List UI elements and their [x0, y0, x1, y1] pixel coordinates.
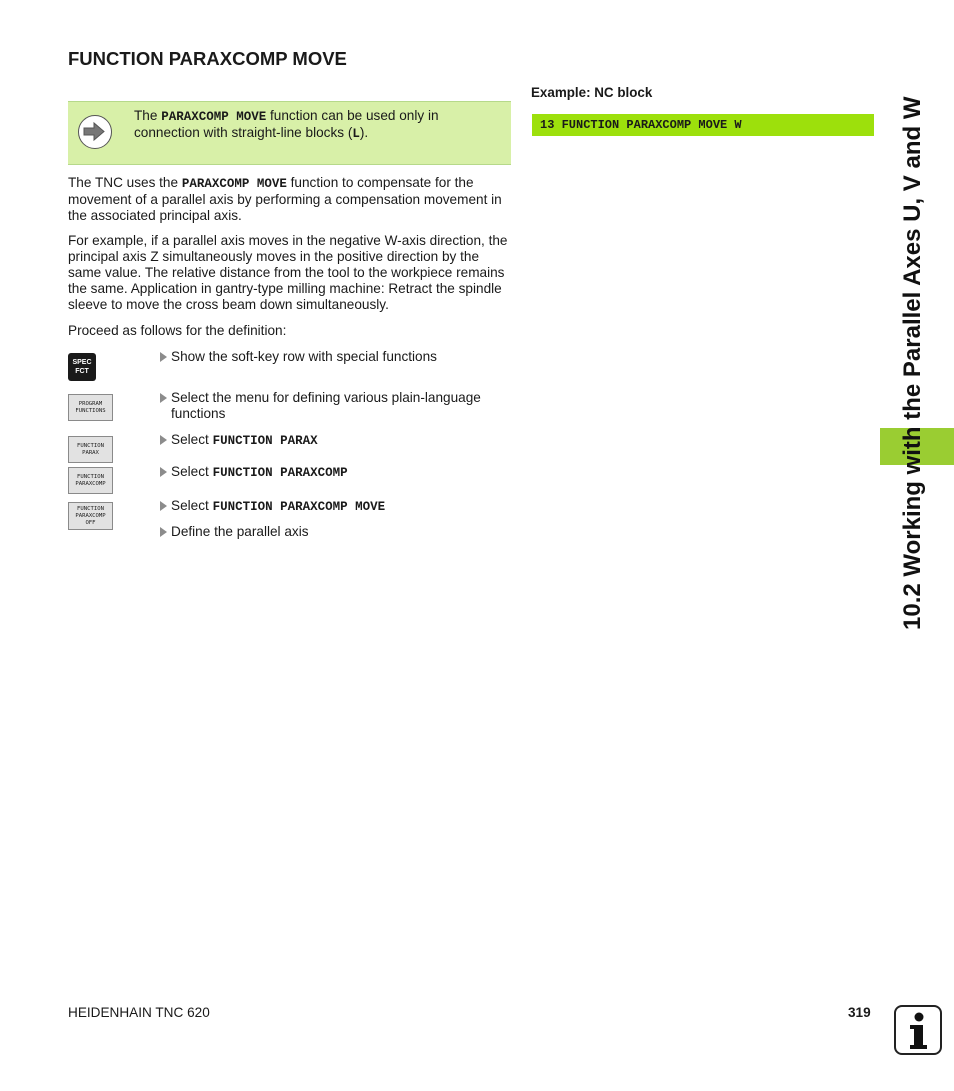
softkey-label: FUNCTION: [77, 442, 104, 449]
function-parax-softkey[interactable]: [68, 436, 113, 463]
function-paraxcomp-move-softkey[interactable]: [68, 502, 113, 530]
step-2: Select the menu for defining various plain-language functions: [160, 390, 521, 422]
step-arrow-icon: [160, 501, 167, 511]
footer-product: HEIDENHAIN TNC 620: [68, 1005, 210, 1020]
paragraph-proceed: Proceed as follows for the definition:: [68, 323, 287, 338]
softkey-label: FUNCTIONS: [75, 407, 106, 414]
example-heading: Example: NC block: [531, 85, 653, 100]
nc-block-line: 13 FUNCTION PARAXCOMP MOVE W: [532, 114, 874, 136]
program-functions-softkey[interactable]: [68, 394, 113, 421]
spec-key-label-2: FCT: [75, 368, 89, 375]
chapter-side-title: 10.2 Working with the Parallel Axes U, V and W: [899, 96, 926, 630]
step-arrow-icon: [160, 467, 167, 477]
page-number: 319: [848, 1005, 871, 1020]
function-paraxcomp-softkey[interactable]: [68, 467, 113, 494]
softkey-label: FUNCTION: [77, 505, 104, 512]
step-3: Select FUNCTION PARAX: [160, 432, 521, 449]
info-icon: [894, 1005, 942, 1055]
note-box: [68, 101, 511, 165]
step-arrow-icon: [160, 393, 167, 403]
section-title: FUNCTION PARAXCOMP MOVE: [68, 48, 347, 69]
step-arrow-icon: [160, 435, 167, 445]
spec-fct-key[interactable]: [68, 353, 96, 381]
softkey-label: OFF: [85, 519, 96, 526]
softkey-label: PARAXCOMP: [75, 480, 106, 487]
step-arrow-icon: [160, 527, 167, 537]
step-4: Select FUNCTION PARAXCOMP: [160, 464, 521, 481]
softkey-label: FUNCTION: [77, 473, 104, 480]
softkey-label: PROGRAM: [78, 400, 103, 407]
softkey-label: PARAXCOMP: [75, 512, 106, 519]
note-text: The PARAXCOMP MOVE function can be used only in connection with straight-line blocks (L).: [134, 108, 439, 141]
softkey-label: PARAX: [82, 449, 99, 456]
step-1: Show the soft-key row with special functions: [160, 349, 521, 365]
arrow-right-icon: [78, 115, 112, 149]
paragraph-intro: The TNC uses the PARAXCOMP MOVE function to compensate for the movement of a parallel axis by performing a compensation movement in the associated principal axis.: [68, 175, 502, 223]
spec-key-label-1: SPEC: [72, 359, 92, 366]
paragraph-example: For example, if a parallel axis moves in the negative W-axis direction, the principal axis Z simultaneously moves in the positive direction by the same value. The relative distance from the tool to the workpiece remains the same. Application in gantry-type milling machine: Retract the spindle sleeve to move the cross beam down simultaneously.: [68, 233, 508, 312]
step-6: Define the parallel axis: [160, 524, 521, 540]
step-arrow-icon: [160, 352, 167, 362]
step-5: Select FUNCTION PARAXCOMP MOVE: [160, 498, 521, 515]
